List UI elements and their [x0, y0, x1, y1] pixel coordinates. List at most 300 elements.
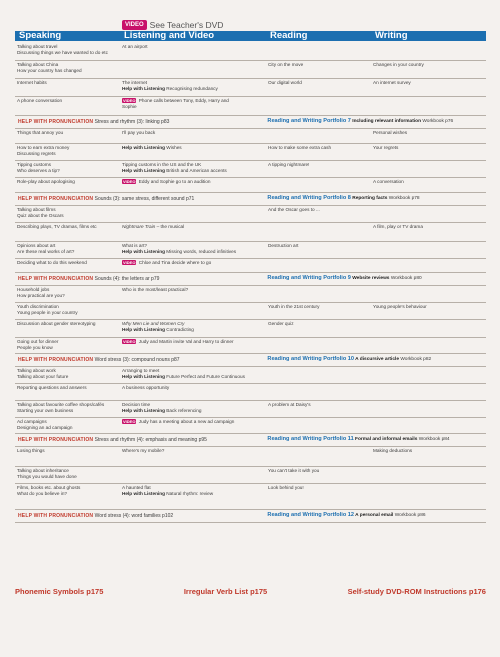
- portfolio-label: Reading and Writing Portfolio 12: [267, 512, 355, 519]
- footer-irregular-verbs: Irregular Verb List p175: [183, 587, 268, 596]
- cell-text: What is art?: [122, 243, 148, 248]
- pronunciation-text: Sounds (3): same stress, different sound p71: [93, 196, 195, 202]
- reading-cell: [266, 242, 371, 258]
- cell-text: Chloe and Tina decide where to go: [137, 260, 212, 265]
- header-speaking: Speaking: [15, 31, 120, 41]
- cell-text: A conversation: [373, 179, 404, 184]
- speaking-cell: [15, 97, 120, 115]
- writing-cell: [371, 43, 486, 60]
- listening-cell: [120, 206, 266, 222]
- speaking-cell: [15, 401, 120, 417]
- pronunciation-portfolio-band: [15, 510, 486, 523]
- cell-text: You can't take it with you: [268, 468, 320, 473]
- cell-line: [17, 168, 120, 174]
- speaking-cell: [15, 367, 120, 383]
- cell-text: Making deductions: [373, 448, 413, 453]
- cell-line: [17, 130, 120, 136]
- listening-cell: [120, 97, 266, 115]
- table-row: [15, 206, 486, 223]
- portfolio-workbook: Workbook p84: [417, 437, 450, 443]
- cell-text: Discussion about gender stereotyping: [17, 321, 96, 326]
- cell-text: Starting your own business: [17, 408, 74, 413]
- writing-cell: [371, 206, 486, 222]
- listening-cell: [120, 43, 266, 60]
- speaking-cell: [15, 418, 120, 433]
- pronunciation-text: Stress and rhythm (4): emphasis and meaning p95: [93, 437, 207, 443]
- reading-cell: [266, 259, 371, 272]
- speaking-cell: [15, 161, 120, 177]
- cell-line: [268, 243, 371, 249]
- cell-text: A business opportunity: [122, 385, 170, 390]
- cell-line: [268, 145, 371, 151]
- table-row: [15, 367, 486, 384]
- table-row: [15, 43, 486, 61]
- help-with-listening-label: Help with Listening: [122, 86, 165, 91]
- writing-cell: [371, 447, 486, 466]
- table-row: [15, 467, 486, 484]
- reading-cell: [266, 79, 371, 96]
- cell-line: [268, 80, 371, 86]
- cell-text: Future Perfect and Future Continuous: [164, 374, 245, 379]
- cell-line: [17, 491, 120, 497]
- cell-text: Talking about inheritance: [17, 468, 69, 473]
- cell-line: [122, 224, 266, 230]
- portfolio-label: Reading and Writing Portfolio 8: [267, 195, 351, 202]
- table-row: [15, 484, 486, 510]
- help-with-pronunciation: [15, 437, 267, 443]
- speaking-cell: [15, 384, 120, 400]
- pronunciation-portfolio-band: [15, 193, 486, 206]
- video-tag: VIDEO: [123, 260, 136, 265]
- cell-text: Internet habits: [17, 80, 47, 85]
- video-tag: VIDEO: [123, 419, 136, 424]
- cell-line: [122, 179, 266, 185]
- listening-cell: [120, 467, 266, 483]
- reading-cell: [266, 129, 371, 143]
- pronunciation-label: HELP WITH PRONUNCIATION: [18, 513, 94, 519]
- portfolio-workbook: Workbook p78: [387, 196, 420, 202]
- portfolio-topic: Reporting facts: [350, 196, 388, 202]
- cell-text: How practical are you?: [17, 293, 65, 298]
- table-row: [15, 242, 486, 259]
- speaking-cell: [15, 242, 120, 258]
- reading-cell: [266, 320, 371, 337]
- cell-line: [17, 474, 120, 480]
- cell-line: [17, 374, 120, 380]
- cell-line: [268, 304, 371, 310]
- cell-line: [17, 345, 120, 351]
- listening-cell: [120, 144, 266, 160]
- portfolio-workbook: Workbook p80: [389, 276, 422, 282]
- cell-line: [122, 260, 266, 266]
- writing-cell: [371, 418, 486, 433]
- help-with-listening-label: Help with Listening: [122, 374, 165, 379]
- cell-text: Household jobs: [17, 287, 50, 292]
- speaking-cell: [15, 259, 120, 272]
- cell-text: Arranging to meet: [122, 368, 160, 373]
- pronunciation-label: HELP WITH PRONUNCIATION: [18, 437, 94, 443]
- cell-text: Your regrets: [373, 145, 399, 150]
- cell-line: [17, 50, 120, 56]
- header-reading: Reading: [266, 31, 371, 41]
- cell-line: [17, 408, 120, 414]
- cell-text: Describing plays, TV dramas, films etc: [17, 224, 97, 229]
- reading-cell: [266, 447, 371, 466]
- writing-cell: [371, 467, 486, 483]
- teachers-dvd-text: See Teacher's DVD: [149, 20, 224, 30]
- listening-cell: [120, 286, 266, 302]
- help-with-pronunciation: [15, 196, 267, 202]
- video-badge: VIDEO: [122, 20, 147, 30]
- table-row: [15, 418, 486, 434]
- cell-line: [17, 249, 120, 255]
- speaking-cell: [15, 129, 120, 143]
- cell-text: Going out for dinner: [17, 339, 59, 344]
- reading-cell: [266, 43, 371, 60]
- listening-cell: [120, 484, 266, 509]
- table-row: [15, 144, 486, 161]
- speaking-cell: [15, 61, 120, 78]
- portfolio-label: Reading and Writing Portfolio 9: [267, 275, 351, 282]
- cell-line: [373, 179, 486, 185]
- cell-text: Tipping customs in the US and the UK: [122, 162, 202, 167]
- portfolio-topic: Formal and informal emails: [353, 437, 418, 443]
- cell-text: Talking about films: [17, 207, 56, 212]
- listening-cell: [120, 338, 266, 353]
- help-with-listening-label: Help with Listening: [122, 327, 165, 332]
- listening-cell: [120, 161, 266, 177]
- cell-text: British and American accents: [164, 168, 227, 173]
- portfolio-reference: [267, 357, 486, 363]
- cell-line: [122, 448, 266, 454]
- cell-line: [373, 80, 486, 86]
- cell-line: [122, 130, 266, 136]
- footer-dvd-instructions: Self-study DVD-ROM Instructions p176: [347, 587, 486, 596]
- portfolio-reference: [267, 196, 486, 202]
- table-row: [15, 178, 486, 193]
- table-row: [15, 97, 486, 116]
- speaking-cell: [15, 303, 120, 319]
- cell-text: Discussing regrets: [17, 151, 56, 156]
- cell-line: [268, 321, 371, 327]
- cell-text: Phone calls between Tony, Eddy, Harry and: [137, 98, 229, 103]
- cell-text: Judy has a meeting about a new ad campaign: [137, 419, 235, 424]
- writing-cell: [371, 484, 486, 509]
- reading-cell: [266, 178, 371, 192]
- reading-cell: [266, 97, 371, 115]
- cell-text: Discussing things we have wanted to do etc: [17, 50, 108, 55]
- cell-line: [122, 145, 266, 151]
- video-tag: VIDEO: [123, 339, 136, 344]
- writing-cell: [371, 259, 486, 272]
- writing-cell: [371, 79, 486, 96]
- writing-cell: [371, 367, 486, 383]
- cell-text: Talking about your future: [17, 374, 69, 379]
- listening-cell: [120, 384, 266, 400]
- cell-text: Contradicting: [164, 327, 194, 332]
- cell-text: – the musical: [155, 224, 185, 229]
- portfolio-label: Reading and Writing Portfolio 11: [267, 436, 354, 443]
- speaking-cell: [15, 206, 120, 222]
- help-with-pronunciation: [15, 513, 267, 519]
- cell-text: Youth in the 21st century: [268, 304, 320, 309]
- speaking-cell: [15, 320, 120, 337]
- help-with-listening-label: Help with Listening: [122, 408, 165, 413]
- cell-text: A phone conversation: [17, 98, 63, 103]
- pronunciation-label: HELP WITH PRONUNCIATION: [18, 119, 94, 125]
- pronunciation-text: Word stress (3): compound nouns p87: [93, 357, 180, 363]
- cell-line: [17, 224, 120, 230]
- cell-text: Missing words, reduced infinitives: [164, 249, 237, 254]
- cell-text: I'll pay you back: [122, 130, 156, 135]
- reading-cell: [266, 286, 371, 302]
- cell-line: [122, 419, 266, 425]
- writing-cell: [371, 242, 486, 258]
- writing-cell: [371, 401, 486, 417]
- writing-cell: [371, 97, 486, 115]
- pronunciation-text: Sounds (4): the letters ar p79: [93, 276, 160, 282]
- cell-text: A film, play or TV drama: [373, 224, 423, 229]
- cell-line: [17, 179, 120, 185]
- cell-line: [17, 448, 120, 454]
- writing-cell: [371, 303, 486, 319]
- cell-line: [122, 104, 266, 110]
- cell-text: Young people in your country: [17, 310, 78, 315]
- reading-cell: [266, 61, 371, 78]
- cell-line: [17, 385, 120, 391]
- cell-text: Things you would have done: [17, 474, 77, 479]
- cell-text: A tipping nightmare!: [268, 162, 310, 167]
- pronunciation-portfolio-band: [15, 116, 486, 129]
- cell-line: [268, 62, 371, 68]
- cell-line: [373, 62, 486, 68]
- reading-cell: [266, 484, 371, 509]
- cell-text: Our digital world: [268, 80, 302, 85]
- cell-line: [373, 130, 486, 136]
- cell-text: Who is the most/least practical?: [122, 287, 189, 292]
- cell-text: How to earn extra money: [17, 145, 70, 150]
- cell-text: Recognising redundancy: [164, 86, 218, 91]
- reading-cell: [266, 384, 371, 400]
- cell-line: [268, 162, 371, 168]
- speaking-cell: [15, 178, 120, 192]
- header-listening-video: Listening and Video: [120, 31, 266, 41]
- listening-cell: [120, 418, 266, 433]
- table-row: [15, 384, 486, 401]
- cell-text: Youth discrimination: [17, 304, 59, 309]
- writing-cell: [371, 223, 486, 241]
- cell-line: [268, 485, 371, 491]
- cell-text: Role-play about apologising: [17, 179, 75, 184]
- speaking-cell: [15, 467, 120, 483]
- writing-cell: [371, 61, 486, 78]
- table-row: [15, 303, 486, 320]
- cell-text: Changes in your country: [373, 62, 424, 67]
- cell-text: An internet survey: [373, 80, 411, 85]
- writing-cell: [371, 178, 486, 192]
- cell-text: The internet: [122, 80, 148, 85]
- reading-cell: [266, 223, 371, 241]
- cell-line: [122, 374, 266, 380]
- listening-cell: [120, 367, 266, 383]
- contents-table: [15, 43, 486, 523]
- writing-cell: [371, 286, 486, 302]
- reading-cell: [266, 418, 371, 433]
- cell-line: [268, 207, 371, 213]
- cell-text: Talking about travel: [17, 44, 58, 49]
- cell-line: [122, 86, 266, 92]
- cell-text: Personal wishes: [373, 130, 408, 135]
- footer-phonemic-symbols: Phonemic Symbols p175: [15, 587, 104, 596]
- footer-links: [15, 587, 486, 596]
- cell-line: [373, 304, 486, 310]
- speaking-cell: [15, 43, 120, 60]
- cell-text: Sophie: [122, 104, 137, 109]
- cell-line: [373, 145, 486, 151]
- table-row: [15, 320, 486, 338]
- cell-line: [17, 80, 120, 86]
- help-with-pronunciation: [15, 119, 267, 125]
- portfolio-topic: A personal email: [354, 513, 394, 519]
- title-italic: Nightmare Train: [122, 224, 156, 229]
- cell-text: A haunted flat: [122, 485, 151, 490]
- cell-text: Tipping customs: [17, 162, 51, 167]
- table-row: [15, 286, 486, 303]
- pronunciation-label: HELP WITH PRONUNCIATION: [18, 357, 94, 363]
- cell-text: Designing an ad campaign: [17, 425, 73, 430]
- cell-line: [17, 98, 120, 104]
- writing-cell: [371, 338, 486, 353]
- writing-cell: [371, 129, 486, 143]
- listening-cell: [120, 303, 266, 319]
- portfolio-topic: Website reviews: [350, 276, 390, 282]
- pronunciation-portfolio-band: [15, 354, 486, 367]
- portfolio-reference: [267, 119, 486, 125]
- help-with-listening-label: Help with Listening: [122, 145, 165, 150]
- cell-text: Back referencing: [164, 408, 202, 413]
- cell-text: City on the move: [268, 62, 304, 67]
- cell-text: Quiz about the Oscars: [17, 213, 64, 218]
- header-writing: Writing: [371, 31, 486, 41]
- cell-line: [17, 293, 120, 299]
- cell-text: And the Oscar goes to ...: [268, 207, 320, 212]
- portfolio-topic: Including relevant information: [350, 119, 421, 125]
- table-row: [15, 447, 486, 467]
- cell-text: Talking about work: [17, 368, 56, 373]
- portfolio-label: Reading and Writing Portfolio 7: [267, 118, 351, 125]
- listening-cell: [120, 223, 266, 241]
- video-tag: VIDEO: [123, 98, 136, 103]
- cell-text: Ad campaigns: [17, 419, 47, 424]
- cell-text: What do you believe in?: [17, 491, 68, 496]
- portfolio-workbook: Workbook p76: [421, 119, 454, 125]
- listening-cell: [120, 242, 266, 258]
- portfolio-reference: [267, 513, 486, 519]
- reading-cell: [266, 467, 371, 483]
- table-row: [15, 161, 486, 178]
- portfolio-workbook: Workbook p82: [399, 357, 432, 363]
- cell-text: Where's my mobile?: [122, 448, 165, 453]
- help-with-listening-label: Help with Listening: [122, 491, 165, 496]
- help-with-listening-label: Help with Listening: [122, 249, 165, 254]
- cell-line: [17, 310, 120, 316]
- cell-line: [122, 168, 266, 174]
- help-with-pronunciation: [15, 357, 267, 363]
- speaking-cell: [15, 338, 120, 353]
- writing-cell: [371, 320, 486, 337]
- listening-cell: [120, 447, 266, 466]
- help-with-listening-label: Help with Listening: [122, 168, 165, 173]
- cell-line: [122, 408, 266, 414]
- table-row: [15, 129, 486, 144]
- cell-line: [122, 287, 266, 293]
- cell-text: At an airport: [122, 44, 148, 49]
- portfolio-topic: A discursive article: [354, 357, 399, 363]
- cell-line: [17, 321, 120, 327]
- cell-text: Things that annoy you: [17, 130, 64, 135]
- pronunciation-label: HELP WITH PRONUNCIATION: [18, 276, 94, 282]
- cell-text: Talking about China: [17, 62, 59, 67]
- listening-cell: [120, 178, 266, 192]
- cell-text: Destruction art: [268, 243, 299, 248]
- table-row: [15, 61, 486, 79]
- table-row: [15, 79, 486, 97]
- cell-text: Eddy and Sophie go to an audition: [137, 179, 211, 184]
- listening-cell: [120, 129, 266, 143]
- table-row: [15, 223, 486, 242]
- table-row: [15, 259, 486, 273]
- speaking-cell: [15, 223, 120, 241]
- writing-cell: [371, 384, 486, 400]
- speaking-cell: [15, 144, 120, 160]
- cell-line: [17, 68, 120, 74]
- cell-line: [268, 468, 371, 474]
- listening-cell: [120, 401, 266, 417]
- portfolio-reference: [267, 276, 486, 282]
- cell-text: Look behind you!: [268, 485, 304, 490]
- cell-text: People you know: [17, 345, 53, 350]
- pronunciation-portfolio-band: [15, 273, 486, 286]
- video-tag: VIDEO: [123, 179, 136, 184]
- cell-text: Wishes: [164, 145, 182, 150]
- reading-cell: [266, 206, 371, 222]
- cell-text: Talking about favourite coffee shops/cafés: [17, 402, 105, 407]
- cell-line: [17, 425, 120, 431]
- cell-text: How to make some extra cash: [268, 145, 332, 150]
- cell-text: Who deserves a tip?: [17, 168, 60, 173]
- cell-text: Opinions about art: [17, 243, 56, 248]
- cell-text: Judy and Martin invite Val and Harry to dinner: [137, 339, 234, 344]
- cell-line: [373, 224, 486, 230]
- reading-cell: [266, 303, 371, 319]
- portfolio-reference: [267, 437, 486, 443]
- title-italic: Why Men Lie and Women Cry: [122, 321, 185, 326]
- cell-line: [122, 44, 266, 50]
- listening-cell: [120, 79, 266, 96]
- cell-text: Are these real works of art?: [17, 249, 75, 254]
- pronunciation-label: HELP WITH PRONUNCIATION: [18, 196, 94, 202]
- table-row: [15, 338, 486, 354]
- cell-line: [17, 260, 120, 266]
- cell-line: [373, 448, 486, 454]
- cell-line: [122, 327, 266, 333]
- writing-cell: [371, 144, 486, 160]
- cell-text: Young people's behaviour: [373, 304, 427, 309]
- cell-text: Films, books etc. about ghosts: [17, 485, 81, 490]
- cell-line: [17, 213, 120, 219]
- reading-cell: [266, 401, 371, 417]
- speaking-cell: [15, 447, 120, 466]
